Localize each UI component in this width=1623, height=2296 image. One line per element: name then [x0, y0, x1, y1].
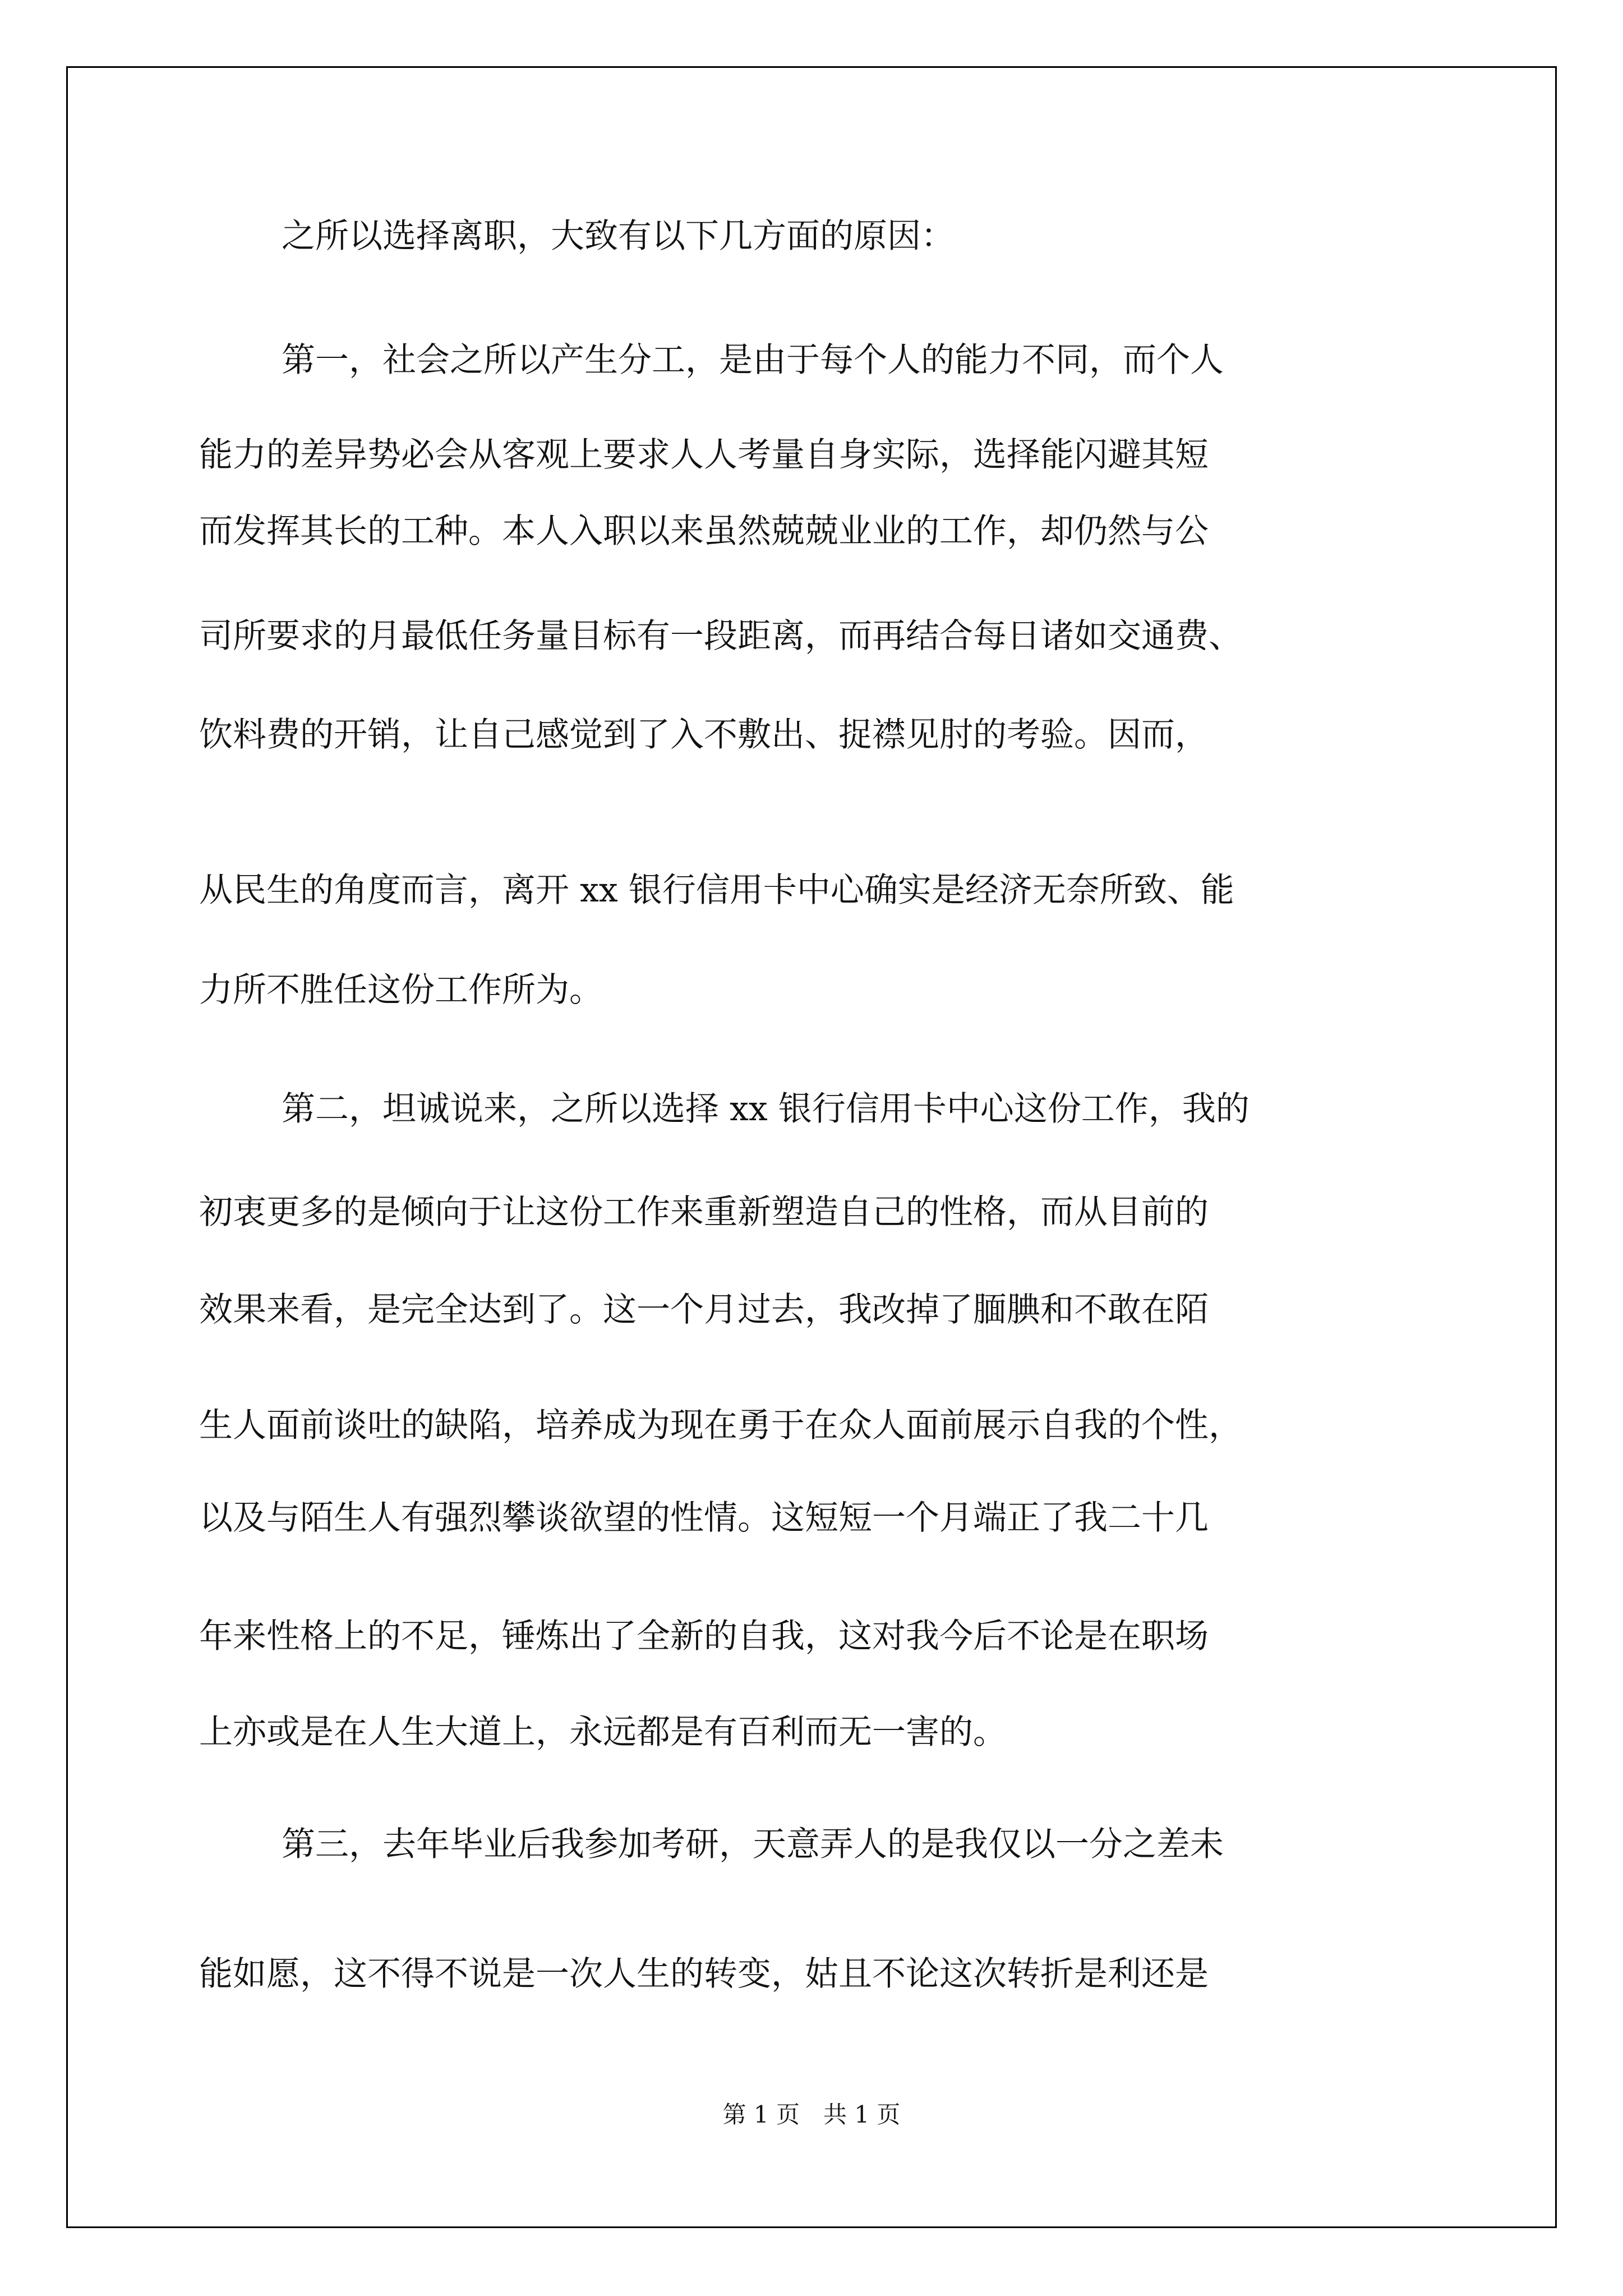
- text-line: 之所以选择离职，大致有以下几方面的原因：: [282, 217, 955, 256]
- page-number-footer: 第 1 页 共 1 页: [722, 2101, 901, 2128]
- text-line: 第二，坦诚说来，之所以选择 xx 银行信用卡中心这份工作，我的: [282, 1089, 1249, 1129]
- text-line: 司所要求的月最低任务量目标有一段距离，而再结合每日诸如交通费、: [199, 616, 1242, 656]
- text-line: 饮料费的开销，让自己感觉到了入不敷出、捉襟见肘的考验。因而，: [199, 715, 1209, 754]
- text-line: 上亦或是在人生大道上，永远都是有百利而无一害的。: [199, 1713, 1007, 1752]
- text-line: 力所不胜任这份工作所为。: [199, 970, 603, 1010]
- text-line: 以及与陌生人有强烈攀谈欲望的性情。这短短一个月端正了我二十几: [199, 1498, 1209, 1538]
- text-line: 生人面前谈吐的缺陷，培养成为现在勇于在众人面前展示自我的个性，: [199, 1406, 1242, 1445]
- text-line: 而发挥其长的工种。本人入职以来虽然兢兢业业的工作，却仍然与公: [199, 512, 1209, 551]
- text-line: 第三，去年毕业后我参加考研，天意弄人的是我仅以一分之差未: [282, 1825, 1224, 1864]
- text-line: 初衷更多的是倾向于让这份工作来重新塑造自己的性格，而从目前的: [199, 1193, 1209, 1232]
- text-line: 能力的差异势必会从客观上要求人人考量自身实际，选择能闪避其短: [199, 435, 1209, 475]
- text-line: 能如愿，这不得不说是一次人生的转变，姑且不论这次转折是利还是: [199, 1954, 1209, 1994]
- text-line: 效果来看，是完全达到了。这一个月过去，我改掉了腼腆和不敢在陌: [199, 1290, 1209, 1329]
- text-line: 从民生的角度而言，离开 xx 银行信用卡中心确实是经济无奈所致、能: [199, 871, 1234, 910]
- page-border: [66, 66, 1557, 2228]
- text-line: 年来性格上的不足，锤炼出了全新的自我，这对我今后不论是在职场: [199, 1617, 1209, 1656]
- text-line: 第一，社会之所以产生分工，是由于每个人的能力不同，而个人: [282, 341, 1224, 380]
